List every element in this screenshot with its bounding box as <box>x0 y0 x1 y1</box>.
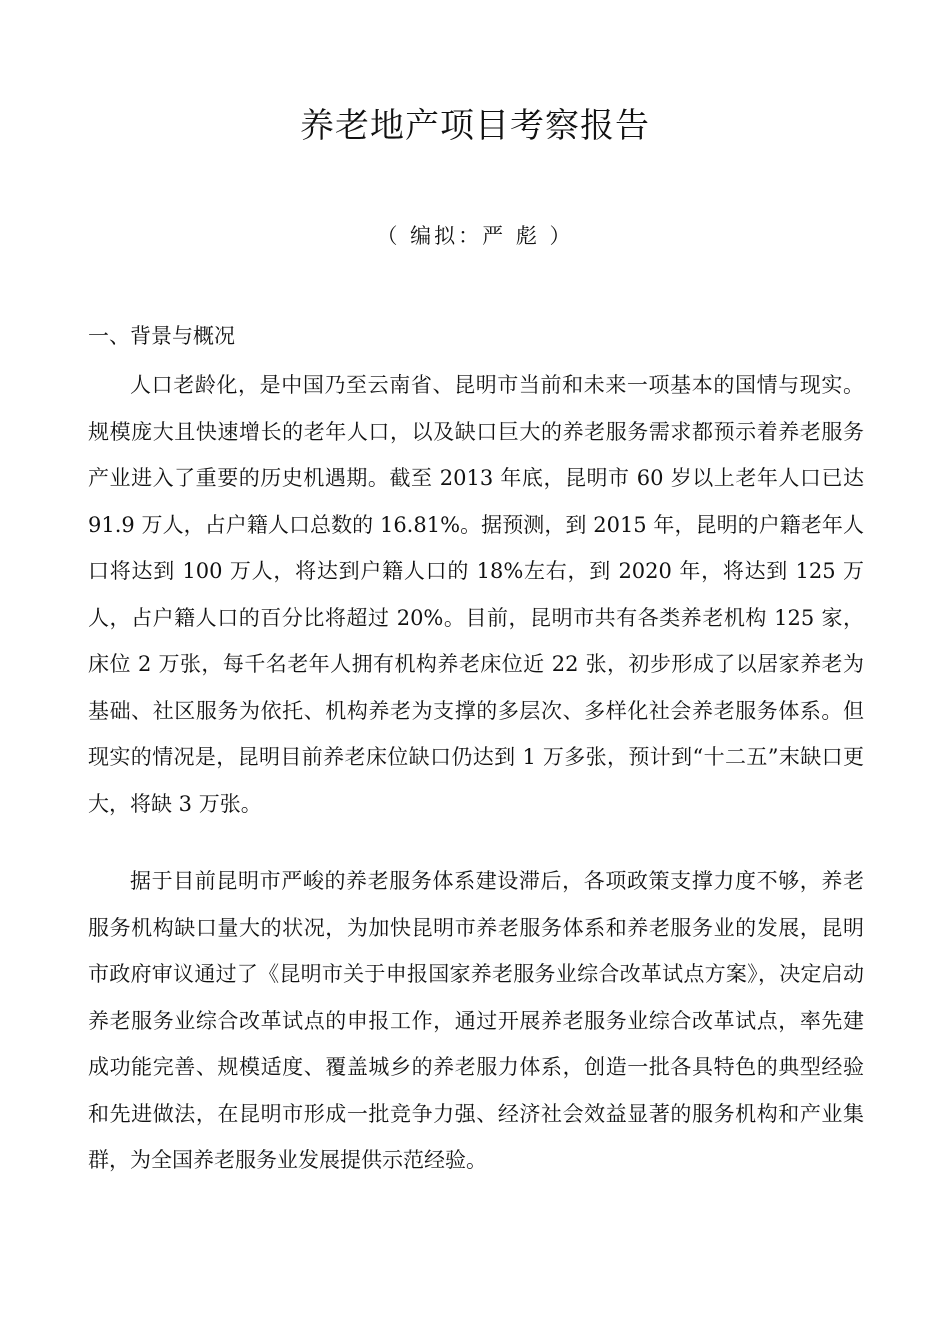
paragraph-1-container <box>88 362 864 827</box>
author-line: （ 编拟：严 彪 ） <box>376 224 574 248</box>
section-heading: 一、背景与概况 <box>88 324 235 348</box>
paragraph: 人口老龄化，是中国乃至云南省、昆明市当前和未来一项基本的国情与现实。规模庞大且快速增长的老年人口，以及缺口巨大的养老服务需求都预示着养老服务产业进入了重要的历史机遇期。截至 2013 年底，昆明市 60 岁以上老年人口已达 91.9 万人，占户籍人口总数的 16.81%。据预测，到 2015 年，昆明的户籍老年人口将达到 100 万人，将达到户籍人口的 18%左右，到 2020 年，将达到 125 万人，占户籍人口的百分比将超过 20%。目前，昆明市共有各类养老机构 125 家，床位 2 万张，每千名老年人拥有机构养老床位近 22 张，初步形成了以居家养老为基础、社区服务为依托、机构养老为支撑的多层次、多样化社会养老服务体系。但现实的情况是，昆明目前养老床位缺口仍达到 1 万多张，预计到“十二五”末缺口更大，将缺 3 万张。 <box>88 373 864 816</box>
paragraph-2-container <box>88 858 864 1184</box>
paragraph: 据于目前昆明市严峻的养老服务体系建设滞后，各项政策支撑力度不够，养老服务机构缺口量大的状况，为加快昆明市养老服务体系和养老服务业的发展，昆明市政府审议通过了《昆明市关于申报国家养老服务业综合改革试点方案》，决定启动养老服务业综合改革试点的申报工作，通过开展养老服务业综合改革试点，率先建成功能完善、规模适度、覆盖城乡的养老服力体系，创造一批各具特色的典型经验和先进做法，在昆明市形成一批竞争力强、经济社会效益显著的服务机构和产业集群，为全国养老服务业发展提供示范经验。 <box>88 869 864 1172</box>
document-title: 养老地产项目考察报告 <box>300 106 650 146</box>
